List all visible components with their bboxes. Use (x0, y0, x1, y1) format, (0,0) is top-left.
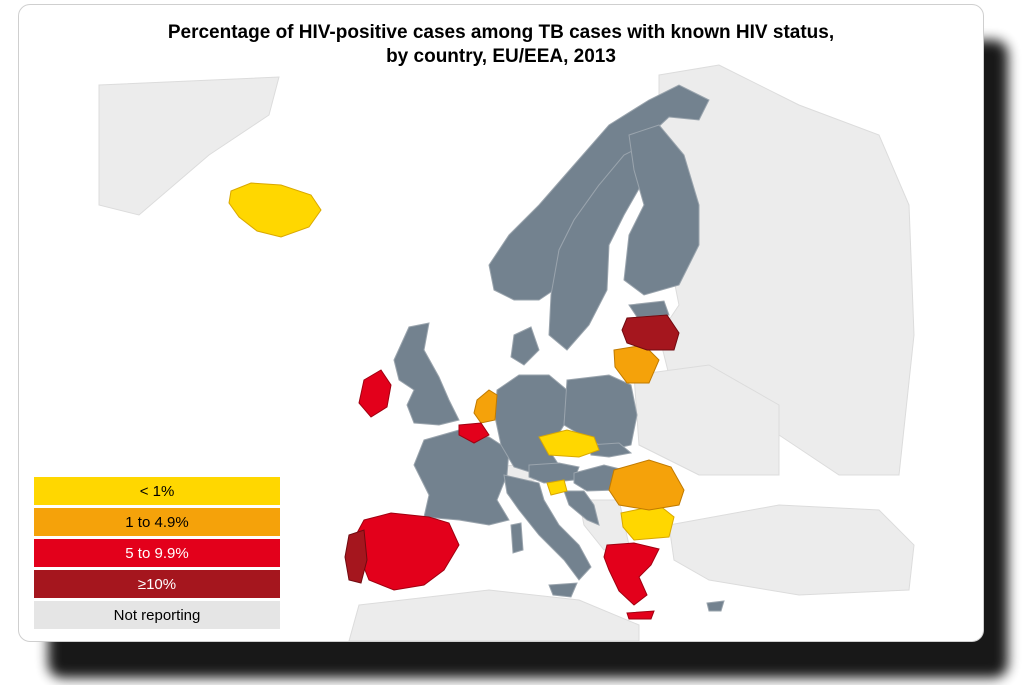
legend-label: 5 to 9.9% (125, 544, 189, 562)
map-card (18, 4, 984, 642)
legend-label: < 1% (139, 482, 175, 500)
legend-item-lt1 (34, 477, 280, 505)
legend-label: ≥10% (137, 575, 177, 593)
spain-country (357, 513, 459, 590)
denmark-country (511, 327, 539, 365)
latvia-country (622, 315, 679, 350)
legend-item-5-9-9 (34, 539, 280, 567)
portugal-country (345, 530, 367, 583)
austria-country (529, 463, 579, 483)
crete-country (627, 611, 654, 619)
legend-item-ge10 (34, 570, 280, 598)
romania-country (609, 460, 684, 510)
netherlands-country (474, 390, 497, 423)
ireland-country (359, 370, 391, 417)
legend-label: 1 to 4.9% (125, 513, 189, 531)
africa-land (349, 590, 639, 641)
legend-item-1-4-9 (34, 508, 280, 536)
map-title (19, 21, 983, 69)
sicily-country (549, 583, 577, 597)
iceland-country (229, 183, 321, 237)
cyprus-country (707, 601, 724, 611)
slovenia-country (547, 480, 567, 495)
estonia-country (629, 301, 669, 317)
legend (34, 477, 280, 632)
uk-country (394, 323, 459, 425)
sardinia-country (511, 523, 523, 553)
legend-item-not-reporting (34, 601, 280, 629)
map-title-line1: Percentage of HIV-positive cases among TB cases with known HIV status, (167, 22, 835, 43)
turkey-land (669, 505, 914, 595)
legend-label: Not reporting (113, 606, 201, 624)
greece-country (604, 543, 659, 605)
france-country (414, 430, 509, 525)
map-title-line2: by country, EU/EEA, 2013 (386, 46, 616, 67)
croatia-country (564, 491, 599, 525)
